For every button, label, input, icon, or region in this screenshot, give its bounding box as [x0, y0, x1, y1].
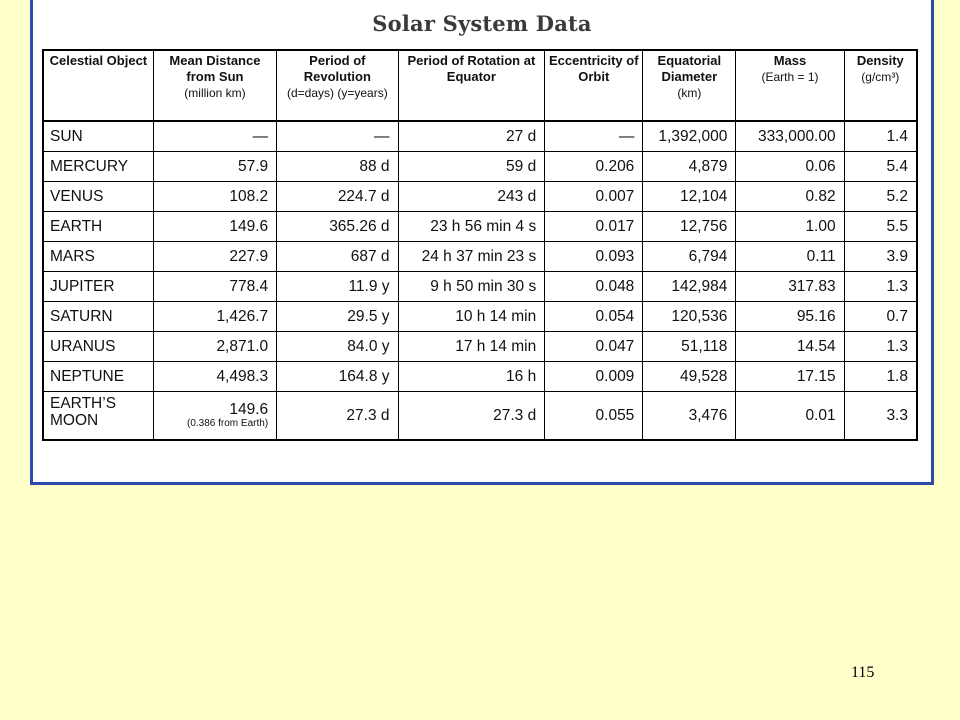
period-rotation: 243 d	[398, 182, 545, 212]
mean-distance: 4,498.3	[153, 362, 276, 392]
header-cell	[545, 50, 643, 121]
table-row	[43, 392, 917, 441]
header-sub: (g/cm³)	[861, 70, 900, 84]
equatorial-diameter: 142,984	[643, 272, 736, 302]
mass: 17.15	[736, 362, 844, 392]
period-revolution: 29.5 y	[277, 302, 398, 332]
header-sub: (km)	[677, 86, 702, 100]
header-cell	[277, 50, 398, 121]
eccentricity: 0.048	[545, 272, 643, 302]
table-title: Solar System Data	[372, 11, 592, 36]
solar-system-table	[42, 49, 918, 441]
period-revolution: 88 d	[277, 152, 398, 182]
period-rotation: 16 h	[398, 362, 545, 392]
density: 0.7	[844, 302, 917, 332]
header-main: Period of Revolution	[303, 53, 371, 84]
eccentricity: 0.047	[545, 332, 643, 362]
table-row	[43, 272, 917, 302]
header-row	[43, 50, 917, 121]
mass: 0.11	[736, 242, 844, 272]
object-name: NEPTUNE	[43, 362, 153, 392]
equatorial-diameter: 12,104	[643, 182, 736, 212]
header-cell	[736, 50, 844, 121]
mean-distance: 108.2	[153, 182, 276, 212]
table-row	[43, 332, 917, 362]
object-name: URANUS	[43, 332, 153, 362]
period-rotation: 59 d	[398, 152, 545, 182]
distance-note: (0.386 from Earth)	[187, 417, 269, 429]
density: 5.5	[844, 212, 917, 242]
mass: 0.06	[736, 152, 844, 182]
header-cell	[643, 50, 736, 121]
table-row	[43, 212, 917, 242]
density: 5.2	[844, 182, 917, 212]
table-row	[43, 362, 917, 392]
equatorial-diameter: 3,476	[643, 392, 736, 441]
header-main: Density	[856, 53, 904, 68]
eccentricity: 0.007	[545, 182, 643, 212]
mass: 0.82	[736, 182, 844, 212]
density: 1.8	[844, 362, 917, 392]
object-name: SUN	[43, 121, 153, 152]
eccentricity: 0.093	[545, 242, 643, 272]
eccentricity: 0.054	[545, 302, 643, 332]
header-main: Mean Distance from Sun	[169, 53, 261, 84]
equatorial-diameter: 6,794	[643, 242, 736, 272]
header-cell	[398, 50, 545, 121]
density: 1.4	[844, 121, 917, 152]
equatorial-diameter: 1,392,000	[643, 121, 736, 152]
period-rotation: 27.3 d	[398, 392, 545, 441]
density: 1.3	[844, 272, 917, 302]
mean-distance: 2,871.0	[153, 332, 276, 362]
period-rotation: 24 h 37 min 23 s	[398, 242, 545, 272]
eccentricity: —	[545, 121, 643, 152]
table-row	[43, 242, 917, 272]
object-name: EARTH	[43, 212, 153, 242]
mean-distance: —	[153, 121, 276, 152]
period-revolution: 27.3 d	[277, 392, 398, 441]
period-rotation: 23 h 56 min 4 s	[398, 212, 545, 242]
period-rotation: 17 h 14 min	[398, 332, 545, 362]
eccentricity: 0.017	[545, 212, 643, 242]
period-rotation: 10 h 14 min	[398, 302, 545, 332]
period-revolution: 224.7 d	[277, 182, 398, 212]
solar-system-panel	[30, 0, 934, 485]
density: 1.3	[844, 332, 917, 362]
table-row	[43, 182, 917, 212]
period-revolution: —	[277, 121, 398, 152]
eccentricity: 0.055	[545, 392, 643, 441]
period-revolution: 365.26 d	[277, 212, 398, 242]
mean-distance: 227.9	[153, 242, 276, 272]
header-main: Mass	[773, 53, 807, 68]
page-number: 115	[851, 664, 875, 681]
header-main: Eccentricity of Orbit	[548, 53, 639, 84]
period-rotation: 9 h 50 min 30 s	[398, 272, 545, 302]
object-name: VENUS	[43, 182, 153, 212]
mass: 317.83	[736, 272, 844, 302]
equatorial-diameter: 12,756	[643, 212, 736, 242]
mass: 333,000.00	[736, 121, 844, 152]
mean-distance-value: 149.6	[229, 400, 269, 418]
period-rotation: 27 d	[398, 121, 545, 152]
object-name-text: EARTH’S MOON	[50, 395, 117, 429]
header-main: Period of Rotation at Equator	[407, 53, 536, 84]
period-revolution: 687 d	[277, 242, 398, 272]
mass: 1.00	[736, 212, 844, 242]
mean-distance: 57.9	[153, 152, 276, 182]
object-name: MERCURY	[43, 152, 153, 182]
density: 3.9	[844, 242, 917, 272]
density: 3.3	[844, 392, 917, 441]
period-revolution: 84.0 y	[277, 332, 398, 362]
equatorial-diameter: 120,536	[643, 302, 736, 332]
header-cell	[844, 50, 917, 121]
mean-distance: 1,426.7	[153, 302, 276, 332]
object-name: JUPITER	[43, 272, 153, 302]
object-name: MARS	[43, 242, 153, 272]
mass: 0.01	[736, 392, 844, 441]
table-row	[43, 121, 917, 152]
header-sub: (million km)	[184, 86, 246, 100]
eccentricity: 0.206	[545, 152, 643, 182]
header-cell	[153, 50, 276, 121]
mean-distance: 149.6	[153, 212, 276, 242]
equatorial-diameter: 49,528	[643, 362, 736, 392]
header-main: Equatorial Diameter	[657, 53, 722, 84]
period-revolution: 164.8 y	[277, 362, 398, 392]
header-cell	[43, 50, 153, 121]
period-revolution: 11.9 y	[277, 272, 398, 302]
header-main: Celestial Object	[49, 53, 148, 68]
mass: 14.54	[736, 332, 844, 362]
object-name	[43, 392, 153, 441]
object-name: SATURN	[43, 302, 153, 332]
table-row	[43, 152, 917, 182]
mean-distance: 778.4	[153, 272, 276, 302]
equatorial-diameter: 4,879	[643, 152, 736, 182]
table-row	[43, 302, 917, 332]
mass: 95.16	[736, 302, 844, 332]
header-sub: (d=days) (y=years)	[286, 86, 388, 100]
header-sub: (Earth = 1)	[761, 70, 819, 84]
mean-distance	[153, 392, 276, 441]
density: 5.4	[844, 152, 917, 182]
equatorial-diameter: 51,118	[643, 332, 736, 362]
eccentricity: 0.009	[545, 362, 643, 392]
